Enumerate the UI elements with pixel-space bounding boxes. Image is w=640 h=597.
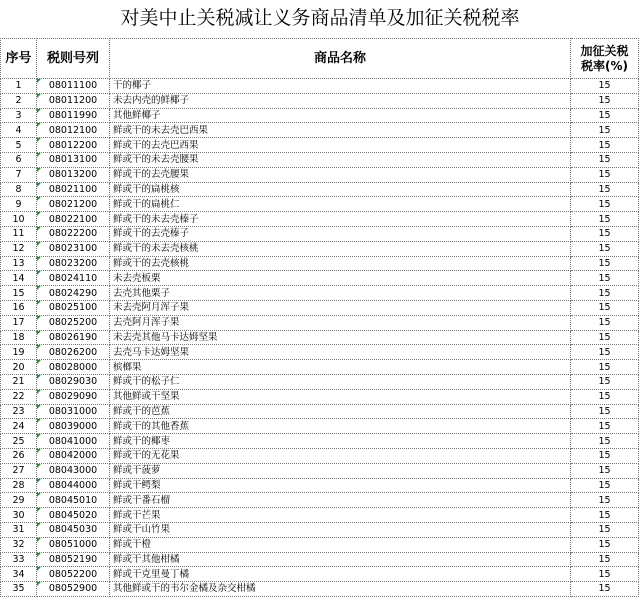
table-row	[1, 508, 639, 523]
cell-rate[interactable]: 15	[571, 493, 639, 508]
cell-code[interactable]: 08031000	[37, 404, 110, 419]
cell-name[interactable]: 其他鲜椰子	[110, 108, 571, 123]
cell-index[interactable]: 15	[1, 286, 37, 301]
cell-rate[interactable]: 15	[571, 567, 639, 582]
cell-name[interactable]: 鲜或干的去壳腰果	[110, 167, 571, 182]
header-name[interactable]: 商品名称	[110, 39, 571, 79]
cell-rate[interactable]: 15	[571, 79, 639, 94]
table-row	[1, 374, 639, 389]
cell-rate[interactable]: 15	[571, 226, 639, 241]
table-row	[1, 434, 639, 449]
cell-rate[interactable]: 15	[571, 419, 639, 434]
cell-name[interactable]: 鲜或干的去壳核桃	[110, 256, 571, 271]
cell-rate[interactable]: 15	[571, 374, 639, 389]
table-row	[1, 182, 639, 197]
cell-code[interactable]: 08022100	[37, 212, 110, 227]
table-row	[1, 389, 639, 404]
cell-index[interactable]: 16	[1, 300, 37, 315]
table-row	[1, 419, 639, 434]
cell-rate[interactable]: 15	[571, 478, 639, 493]
cell-name[interactable]: 鲜或干的无花果	[110, 448, 571, 463]
table-row	[1, 138, 639, 153]
cell-index[interactable]: 11	[1, 226, 37, 241]
cell-rate[interactable]: 15	[571, 256, 639, 271]
cell-index[interactable]: 14	[1, 271, 37, 286]
table-row	[1, 463, 639, 478]
cell-index[interactable]: 33	[1, 552, 37, 567]
cell-name[interactable]: 鲜或干山竹果	[110, 522, 571, 537]
cell-name[interactable]: 鲜或干菠萝	[110, 463, 571, 478]
cell-index[interactable]: 13	[1, 256, 37, 271]
table-row	[1, 271, 639, 286]
table-row	[1, 212, 639, 227]
cell-code[interactable]: 08023200	[37, 256, 110, 271]
cell-code[interactable]: 08011990	[37, 108, 110, 123]
cell-code[interactable]: 08013100	[37, 152, 110, 167]
table-row	[1, 330, 639, 345]
cell-rate[interactable]: 15	[571, 389, 639, 404]
table-row	[1, 123, 639, 138]
cell-index[interactable]: 2	[1, 93, 37, 108]
table-row	[1, 448, 639, 463]
cell-index[interactable]: 35	[1, 582, 37, 597]
cell-rate[interactable]: 15	[571, 330, 639, 345]
cell-index[interactable]: 27	[1, 463, 37, 478]
table-row	[1, 108, 639, 123]
cell-code[interactable]: 08021100	[37, 182, 110, 197]
cell-rate[interactable]: 15	[571, 108, 639, 123]
cell-rate[interactable]: 15	[571, 182, 639, 197]
cell-index[interactable]: 7	[1, 167, 37, 182]
cell-index[interactable]: 12	[1, 241, 37, 256]
cell-rate[interactable]: 15	[571, 360, 639, 375]
cell-index[interactable]: 22	[1, 389, 37, 404]
cell-rate[interactable]: 15	[571, 167, 639, 182]
cell-index[interactable]: 6	[1, 152, 37, 167]
cell-name[interactable]: 槟榔果	[110, 360, 571, 375]
table-row	[1, 152, 639, 167]
table-row	[1, 345, 639, 360]
cell-code[interactable]: 08012100	[37, 123, 110, 138]
cell-name[interactable]: 鲜或干芒果	[110, 508, 571, 523]
cell-rate[interactable]: 15	[571, 241, 639, 256]
cell-name[interactable]: 鲜或干的去壳巴西果	[110, 138, 571, 153]
table-row	[1, 167, 639, 182]
cell-name[interactable]: 鲜或干的去壳榛子	[110, 226, 571, 241]
table-row	[1, 404, 639, 419]
cell-rate[interactable]: 15	[571, 271, 639, 286]
cell-index[interactable]: 19	[1, 345, 37, 360]
table-row	[1, 478, 639, 493]
cell-rate[interactable]: 15	[571, 300, 639, 315]
cell-rate[interactable]: 15	[571, 197, 639, 212]
cell-name[interactable]: 去壳阿月浑子果	[110, 315, 571, 330]
cell-code[interactable]: 08025200	[37, 315, 110, 330]
cell-index[interactable]: 3	[1, 108, 37, 123]
cell-name[interactable]: 鲜或干橙	[110, 537, 571, 552]
table-row	[1, 226, 639, 241]
cell-index[interactable]: 29	[1, 493, 37, 508]
cell-code[interactable]: 08045010	[37, 493, 110, 508]
table-row	[1, 93, 639, 108]
cell-name[interactable]: 鲜或干的椰枣	[110, 434, 571, 449]
table-row	[1, 522, 639, 537]
cell-code[interactable]: 08024290	[37, 286, 110, 301]
cell-code[interactable]: 08052900	[37, 582, 110, 597]
cell-rate[interactable]: 15	[571, 152, 639, 167]
cell-rate[interactable]: 15	[571, 552, 639, 567]
cell-index[interactable]: 4	[1, 123, 37, 138]
cell-code[interactable]: 08025100	[37, 300, 110, 315]
cell-code[interactable]: 08044000	[37, 478, 110, 493]
cell-code[interactable]: 08029090	[37, 389, 110, 404]
cell-code[interactable]: 08026190	[37, 330, 110, 345]
table-row	[1, 552, 639, 567]
cell-name[interactable]: 鲜或干的未去壳榛子	[110, 212, 571, 227]
cell-name[interactable]: 干的椰子	[110, 79, 571, 94]
cell-name[interactable]: 鲜或干的其他香蕉	[110, 419, 571, 434]
table-row	[1, 360, 639, 375]
cell-name[interactable]: 未去壳阿月浑子果	[110, 300, 571, 315]
cell-code[interactable]: 08052200	[37, 567, 110, 582]
tariff-table	[0, 38, 639, 597]
cell-code[interactable]: 08024110	[37, 271, 110, 286]
cell-rate[interactable]: 15	[571, 345, 639, 360]
cell-index[interactable]: 28	[1, 478, 37, 493]
cell-index[interactable]: 25	[1, 434, 37, 449]
cell-code[interactable]: 08011200	[37, 93, 110, 108]
table-row	[1, 256, 639, 271]
cell-index[interactable]: 31	[1, 522, 37, 537]
cell-name[interactable]: 其他鲜或干坚果	[110, 389, 571, 404]
cell-index[interactable]: 21	[1, 374, 37, 389]
cell-rate[interactable]: 15	[571, 582, 639, 597]
cell-index[interactable]: 20	[1, 360, 37, 375]
cell-name[interactable]: 鲜或干的未去壳腰果	[110, 152, 571, 167]
cell-code[interactable]: 08042000	[37, 448, 110, 463]
table-row	[1, 315, 639, 330]
cell-code[interactable]: 08039000	[37, 419, 110, 434]
table-row	[1, 300, 639, 315]
cell-code[interactable]: 08052190	[37, 552, 110, 567]
cell-name[interactable]: 未去壳板栗	[110, 271, 571, 286]
cell-index[interactable]: 17	[1, 315, 37, 330]
cell-index[interactable]: 32	[1, 537, 37, 552]
cell-name[interactable]: 鲜或干的松子仁	[110, 374, 571, 389]
cell-rate[interactable]: 15	[571, 123, 639, 138]
cell-index[interactable]: 23	[1, 404, 37, 419]
cell-name[interactable]: 鲜或干番石榴	[110, 493, 571, 508]
cell-code[interactable]: 08022200	[37, 226, 110, 241]
cell-rate[interactable]: 15	[571, 537, 639, 552]
header-index[interactable]: 序号	[1, 39, 37, 79]
cell-rate[interactable]: 15	[571, 212, 639, 227]
table-row	[1, 241, 639, 256]
cell-code[interactable]: 08012200	[37, 138, 110, 153]
cell-name[interactable]: 鲜或干的扁桃核	[110, 182, 571, 197]
table-body	[1, 79, 639, 597]
cell-name[interactable]: 未去壳其他马卡达姆坚果	[110, 330, 571, 345]
cell-code[interactable]: 08029030	[37, 374, 110, 389]
cell-index[interactable]: 26	[1, 448, 37, 463]
cell-rate[interactable]: 15	[571, 522, 639, 537]
header-rate-line2: 税率(%)	[581, 58, 628, 73]
cell-rate[interactable]: 15	[571, 434, 639, 449]
header-code[interactable]: 税则号列	[37, 39, 110, 79]
cell-code[interactable]: 08026200	[37, 345, 110, 360]
cell-index[interactable]: 24	[1, 419, 37, 434]
cell-index[interactable]: 34	[1, 567, 37, 582]
header-row	[1, 39, 639, 79]
cell-rate[interactable]: 15	[571, 286, 639, 301]
cell-index[interactable]: 30	[1, 508, 37, 523]
cell-rate[interactable]: 15	[571, 463, 639, 478]
cell-code[interactable]: 08013200	[37, 167, 110, 182]
cell-name[interactable]: 去壳马卡达姆坚果	[110, 345, 571, 360]
cell-name[interactable]: 鲜或干的芭蕉	[110, 404, 571, 419]
cell-index[interactable]: 8	[1, 182, 37, 197]
cell-name[interactable]: 鲜或干鳄梨	[110, 478, 571, 493]
cell-name[interactable]: 鲜或干克里曼丁橘	[110, 567, 571, 582]
cell-name[interactable]: 未去内壳的鲜椰子	[110, 93, 571, 108]
cell-name[interactable]: 鲜或干的扁桃仁	[110, 197, 571, 212]
cell-code[interactable]: 08011100	[37, 79, 110, 94]
sheet-title: 对美中止关税减让义务商品清单及加征关税税率	[120, 7, 520, 29]
table-row	[1, 286, 639, 301]
cell-index[interactable]: 10	[1, 212, 37, 227]
cell-code[interactable]: 08045020	[37, 508, 110, 523]
table-row	[1, 79, 639, 94]
cell-index[interactable]: 9	[1, 197, 37, 212]
cell-code[interactable]: 08028000	[37, 360, 110, 375]
table-row	[1, 197, 639, 212]
cell-name[interactable]: 去壳其他栗子	[110, 286, 571, 301]
cell-rate[interactable]: 15	[571, 508, 639, 523]
cell-name[interactable]: 鲜或干的未去壳核桃	[110, 241, 571, 256]
cell-code[interactable]: 08023100	[37, 241, 110, 256]
cell-code[interactable]: 08045030	[37, 522, 110, 537]
cell-code[interactable]: 08051000	[37, 537, 110, 552]
header-rate-line1: 加征关税	[580, 43, 629, 58]
cell-name[interactable]: 其他鲜或干的韦尔金橘及杂交柑橘	[110, 582, 571, 597]
cell-code[interactable]: 08021200	[37, 197, 110, 212]
table-row	[1, 537, 639, 552]
cell-rate[interactable]: 15	[571, 448, 639, 463]
cell-name[interactable]: 鲜或干的未去壳巴西果	[110, 123, 571, 138]
cell-code[interactable]: 08041000	[37, 434, 110, 449]
table-row	[1, 493, 639, 508]
cell-index[interactable]: 5	[1, 138, 37, 153]
table-row	[1, 582, 639, 597]
cell-name[interactable]: 鲜或干其他柑橘	[110, 552, 571, 567]
cell-rate[interactable]: 15	[571, 315, 639, 330]
cell-rate[interactable]: 15	[571, 404, 639, 419]
cell-index[interactable]: 18	[1, 330, 37, 345]
cell-rate[interactable]: 15	[571, 93, 639, 108]
cell-code[interactable]: 08043000	[37, 463, 110, 478]
table-row	[1, 567, 639, 582]
cell-rate[interactable]: 15	[571, 138, 639, 153]
cell-index[interactable]: 1	[1, 79, 37, 94]
header-rate[interactable]	[571, 39, 639, 79]
